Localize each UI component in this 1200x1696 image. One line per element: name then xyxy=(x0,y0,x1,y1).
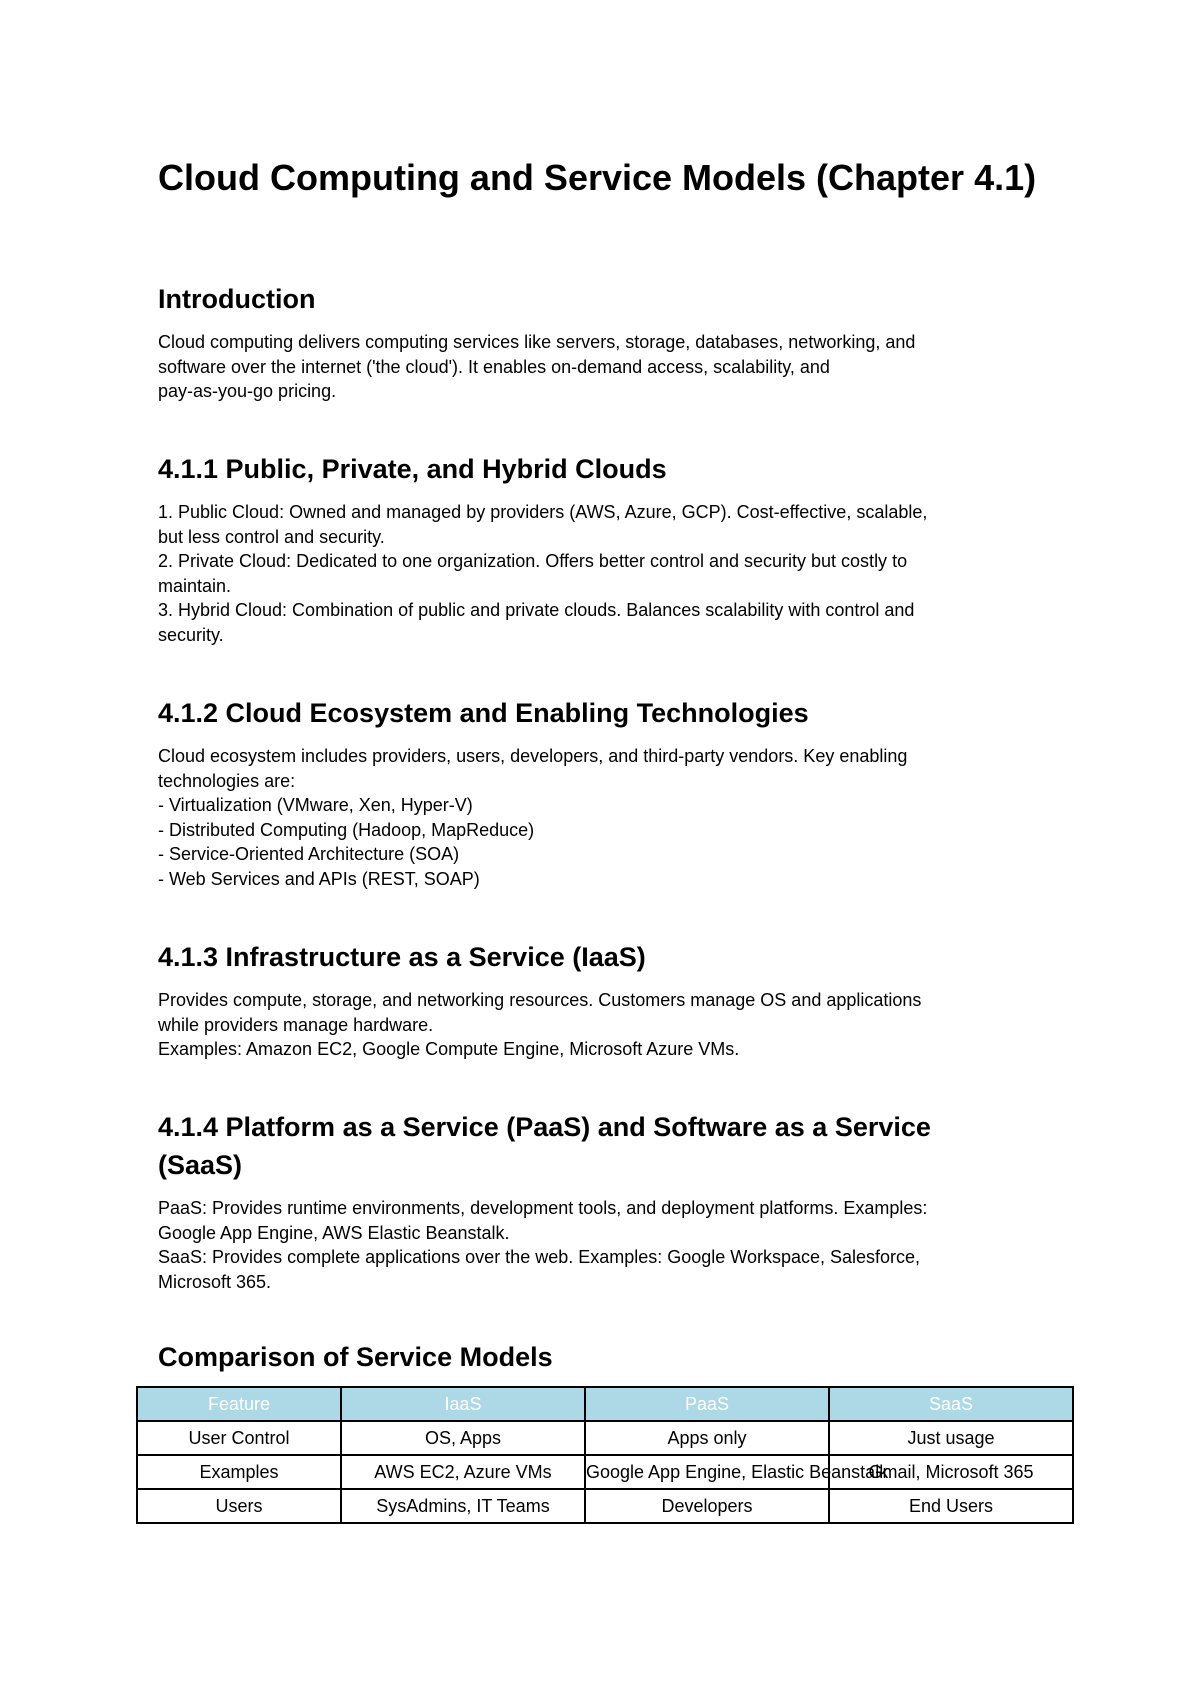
text-line: Cloud computing delivers computing services like servers, storage, databases, networking, and xyxy=(158,332,916,352)
heading-line: (SaaS) xyxy=(158,1150,243,1180)
list-item: - Web Services and APIs (REST, SOAP) xyxy=(158,868,480,889)
text-line: Google App Engine, AWS Elastic Beanstalk. xyxy=(158,1222,510,1243)
text-line: while providers manage hardware. xyxy=(158,1014,434,1035)
intro-heading: Introduction xyxy=(158,284,316,314)
table-cell: AWS EC2, Azure VMs xyxy=(341,1455,585,1489)
table-cell: End Users xyxy=(829,1489,1073,1523)
comparison-heading: Comparison of Service Models xyxy=(158,1342,553,1372)
section-4-1-2-heading: 4.1.2 Cloud Ecosystem and Enabling Technologies xyxy=(158,698,809,728)
section-4-1-4-paragraph xyxy=(158,1196,1038,1294)
table-cell: Just usage xyxy=(829,1421,1073,1455)
column-header: IaaS xyxy=(341,1387,585,1421)
table-row xyxy=(137,1455,1073,1489)
table-header-row xyxy=(137,1387,1073,1421)
text-line: technologies are: xyxy=(158,770,296,791)
text-line: Microsoft 365. xyxy=(158,1271,272,1292)
page-title: Cloud Computing and Service Models (Chapter 4.1) xyxy=(158,157,1037,198)
text-line: Provides compute, storage, and networking resources. Customers manage OS and applications xyxy=(158,990,922,1010)
intro-paragraph xyxy=(158,330,1038,404)
text-line: 1. Public Cloud: Owned and managed by providers (AWS, Azure, GCP). Cost-effective, scalable, xyxy=(158,502,928,522)
table-row xyxy=(137,1421,1073,1455)
column-header: Feature xyxy=(137,1387,341,1421)
comparison-table xyxy=(136,1386,1074,1524)
table-cell: Examples xyxy=(137,1455,341,1489)
section-4-1-3-heading: 4.1.3 Infrastructure as a Service (IaaS) xyxy=(158,942,646,972)
section-4-1-3-paragraph xyxy=(158,988,1038,1062)
table-cell: Users xyxy=(137,1489,341,1523)
text-line: but less control and security. xyxy=(158,526,385,547)
table-cell: User Control xyxy=(137,1421,341,1455)
text-line: Examples: Amazon EC2, Google Compute Engine, Microsoft Azure VMs. xyxy=(158,1039,740,1059)
table-cell: Developers xyxy=(585,1489,829,1523)
heading-line: 4.1.4 Platform as a Service (PaaS) and Software as a Service xyxy=(158,1112,931,1142)
section-4-1-2-paragraph xyxy=(158,744,1038,891)
section-4-1-1-heading: 4.1.1 Public, Private, and Hybrid Clouds xyxy=(158,454,667,484)
table-cell: Gmail, Microsoft 365 xyxy=(829,1455,1073,1489)
table-row xyxy=(137,1489,1073,1523)
list-item: - Service-Oriented Architecture (SOA) xyxy=(158,844,460,864)
column-header: SaaS xyxy=(829,1387,1073,1421)
text-line: 3. Hybrid Cloud: Combination of public and private clouds. Balances scalability with control and xyxy=(158,600,915,620)
table-cell: OS, Apps xyxy=(341,1421,585,1455)
section-4-1-4-heading xyxy=(158,1108,931,1184)
text-line: security. xyxy=(158,624,224,645)
text-line: pay-as-you-go pricing. xyxy=(158,381,337,401)
text-line: software over the internet ('the cloud'). It enables on-demand access, scalability, and xyxy=(158,356,830,377)
text-line: PaaS: Provides runtime environments, development tools, and deployment platforms. Examples: xyxy=(158,1198,928,1218)
column-header: PaaS xyxy=(585,1387,829,1421)
section-4-1-1-paragraph xyxy=(158,500,1038,647)
table-cell: SysAdmins, IT Teams xyxy=(341,1489,585,1523)
list-item: - Distributed Computing (Hadoop, MapReduce) xyxy=(158,819,535,840)
table-cell: Google App Engine, Elastic Beanstalk xyxy=(585,1455,829,1489)
table-cell: Apps only xyxy=(585,1421,829,1455)
text-line: maintain. xyxy=(158,575,232,596)
text-line: Cloud ecosystem includes providers, users, developers, and third-party vendors. Key enabling xyxy=(158,746,908,766)
text-line: SaaS: Provides complete applications over the web. Examples: Google Workspace, Salesforce, xyxy=(158,1247,921,1267)
text-line: 2. Private Cloud: Dedicated to one organization. Offers better control and security but costly to xyxy=(158,551,908,571)
list-item: - Virtualization (VMware, Xen, Hyper-V) xyxy=(158,795,473,815)
